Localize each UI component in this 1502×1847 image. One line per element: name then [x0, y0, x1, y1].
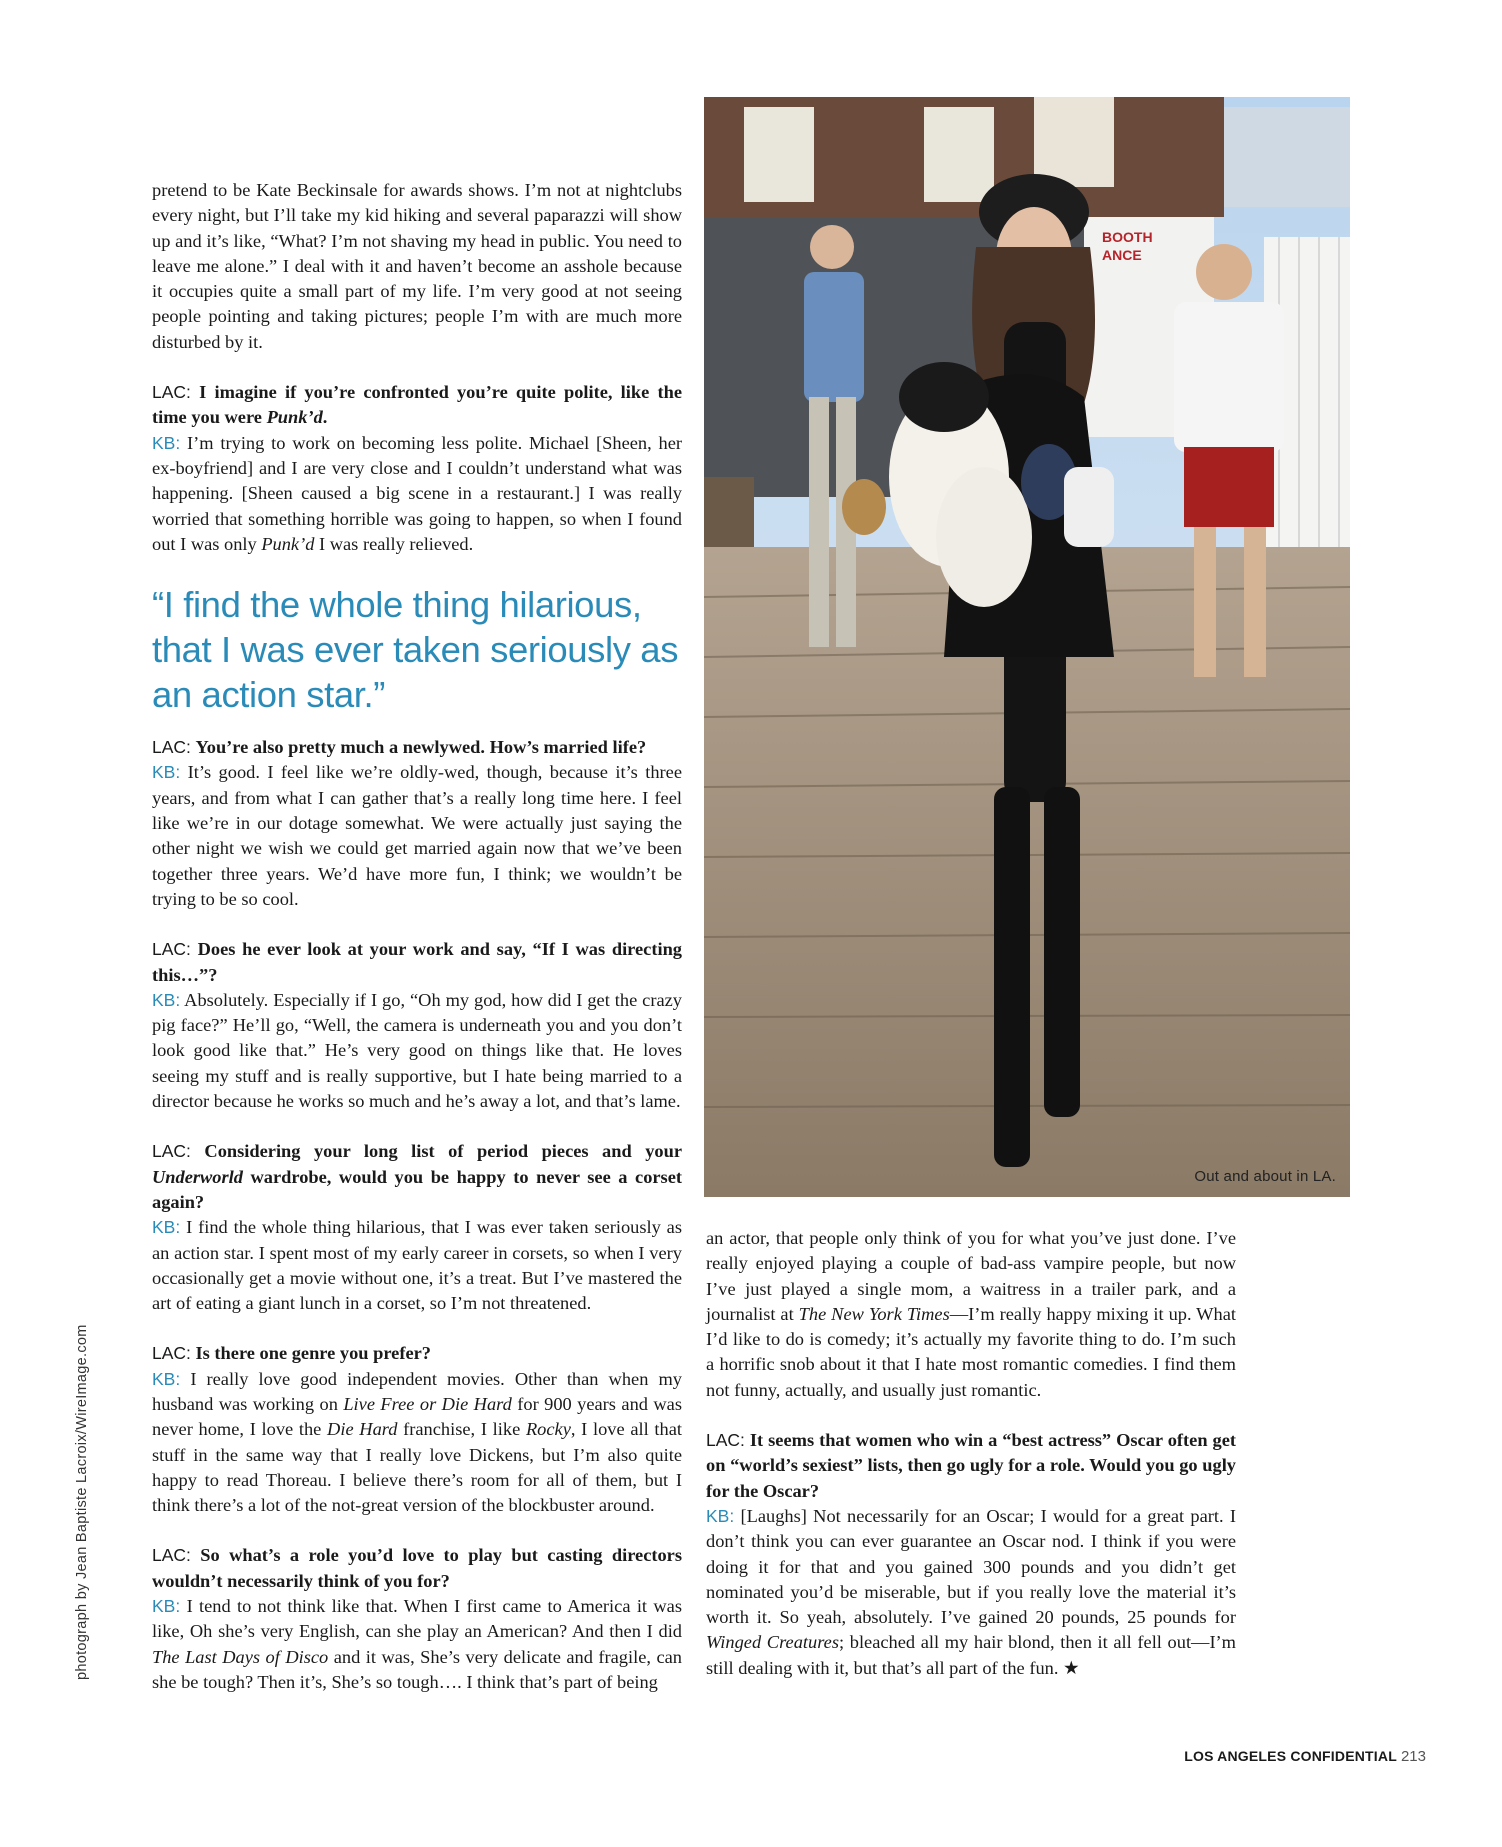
answer: I find the whole thing hilarious, that I was ever taken seriously as an action star. I spent most of my early career in corsets, so when I very occasionally get a movie without one, it’s a treat. But I’ve mastered the art of eating a giant lunch in a corset, so I’m not threatened. [152, 1217, 682, 1314]
end-star-icon: ★ [1063, 1657, 1080, 1678]
answer: [Laughs] Not necessarily for an Oscar; I would for a great part. I don’t think you can ever guarantee an Oscar nod. I think if you were doing it for that and you gained 300 pounds and you didn’t get nominated you’d be miserable, but if you really love the material it’s worth it. So yeah, absolutely. I’ve gained 20 pounds, 25 pounds for Winged Creatures; bleached all my hair blond, then it all fell out—I’m still dealing with it, but that’s all part of the fun. ★ [706, 1505, 1236, 1678]
answer: I’m trying to work on becoming less polite. Michael [Sheen, her ex-boyfriend] and I are very close and I couldn’t understand what was happening. [Sheen caused a big scene in a restaurant.] I was really worried that something horrible was going to happen, so when I found out I was only Punk’d I was really relieved. [152, 432, 682, 554]
qa-block-5 [152, 1341, 682, 1518]
qa-block-6 [152, 1543, 682, 1695]
kb-label: KB: [152, 989, 181, 1010]
answer: I really love good independent movies. Other than when my husband was working on Live Free or Die Hard for 900 years and was never home, I love the Die Hard franchise, I like Rocky, I love all that stuff in the same way that I really love Dickens, but I’m also quite happy to read Thoreau. I believe there’s room for all of them, but I think there’s a lot of the not-great version of the blockbuster around. [152, 1368, 683, 1516]
booth-sign-text-2: ANCE [1102, 247, 1142, 263]
question: Is there one genre you prefer? [195, 1343, 431, 1364]
qa-block-7 [706, 1428, 1236, 1681]
lac-label: LAC: [152, 382, 191, 403]
question: I imagine if you’re confronted you’re quite polite, like the time you were Punk’d. [152, 382, 682, 428]
left-column [152, 178, 682, 1695]
question: Considering your long list of period pieces and your Underworld wardrobe, would you be happy to never see a corset again? [152, 1141, 682, 1212]
answer: It’s good. I feel like we’re oldly-wed, though, because it’s three years, and from what I can gather that’s a really long time here. I feel like we’re in our dotage somewhat. We were actually just saying the other night we wish we could get married again now that we’ve been together three years. We’d have more fun, I think; we wouldn’t be trying to be so cool. [152, 762, 682, 909]
boardwalk-photo-illustration [704, 97, 1350, 1197]
question: So what’s a role you’d love to play but casting directors wouldn’t necessarily think of you for? [152, 1545, 682, 1591]
kb-label: KB: [152, 1596, 181, 1617]
answer: Absolutely. Especially if I go, “Oh my god, how did I get the crazy pig face?” He’ll go, “Well, the camera is underneath you and you don’t look good like that.” He’s very good on things like that. He loves seeing my stuff and is really supportive, but I hate being married to a director because he works so much and he’s away a lot, and that’s lame. [152, 989, 682, 1112]
qa-block-1 [152, 380, 682, 557]
question: Does he ever look at your work and say, “If I was directing this…”? [152, 939, 682, 985]
pull-quote: “I find the whole thing hilarious, that I was ever taken seriously as an action star.” [152, 584, 679, 716]
answer: I tend to not think like that. When I first came to America it was like, Oh she’s very English, can she play an American? And then I did The Last Days of Disco and it was, She’s very delicate and fragile, can she be tough? Then it’s, She’s so tough…. I think that’s part of being [152, 1596, 682, 1692]
booth-sign-text: BOOTH [1102, 229, 1153, 245]
lac-label: LAC: [152, 1141, 191, 1162]
intro-paragraph: pretend to be Kate Beckinsale for awards shows. I’m not at nightclubs every night, but I’ll take my kid hiking and several paparazzi will show up and it’s like, “What? I’m not shaving my head in public. You need to leave me alone.” I deal with it and haven’t become an asshole because it occupies quite a small part of my life. I’m very good at not seeing people pointing and taking pictures; people I’m with are much more disturbed by it. [152, 180, 682, 352]
feature-photo [704, 97, 1350, 1197]
lac-label: LAC: [152, 737, 191, 758]
kb-label: KB: [152, 1217, 181, 1238]
question: It seems that women who win a “best actress” Oscar often get on “world’s sexiest” lists, then go ugly for a role. Would you go ugly for the Oscar? [706, 1430, 1236, 1501]
kb-label: KB: [152, 762, 181, 783]
page-folio [1184, 1748, 1426, 1765]
continued-paragraph: an actor, that people only think of you for what you’ve just done. I’ve really enjoyed playing a couple of bad-ass vampire people, but now I’ve just played a single mom, a waitress in a trailer park, and a journalist at The New York Times—I’m really happy mixing it up. What I’d like to do is comedy; it’s actually my favorite thing to do. I’m such a horrific snob about it that I hate most romantic comedies. I find them not funny, actually, and usually just romantic. [706, 1228, 1236, 1400]
magazine-name: LOS ANGELES CONFIDENTIAL [1184, 1748, 1397, 1764]
kb-label: KB: [152, 1368, 181, 1389]
photo-credit: photograph by Jean Baptiste Lacroix/WireImage.com [74, 1324, 90, 1680]
qa-block-4 [152, 1139, 682, 1316]
lac-label: LAC: [152, 1343, 191, 1364]
question: You’re also pretty much a newlywed. How’s married life? [195, 737, 647, 758]
page-number: 213 [1400, 1748, 1426, 1765]
kb-label: KB: [706, 1505, 735, 1526]
lac-label: LAC: [706, 1430, 745, 1451]
lac-label: LAC: [152, 939, 191, 960]
photo-caption: Out and about in LA. [1194, 1168, 1336, 1185]
right-column [706, 1226, 1236, 1681]
qa-block-2 [152, 735, 682, 912]
qa-block-3 [152, 937, 682, 1114]
lac-label: LAC: [152, 1545, 191, 1566]
kb-label: KB: [152, 432, 181, 453]
